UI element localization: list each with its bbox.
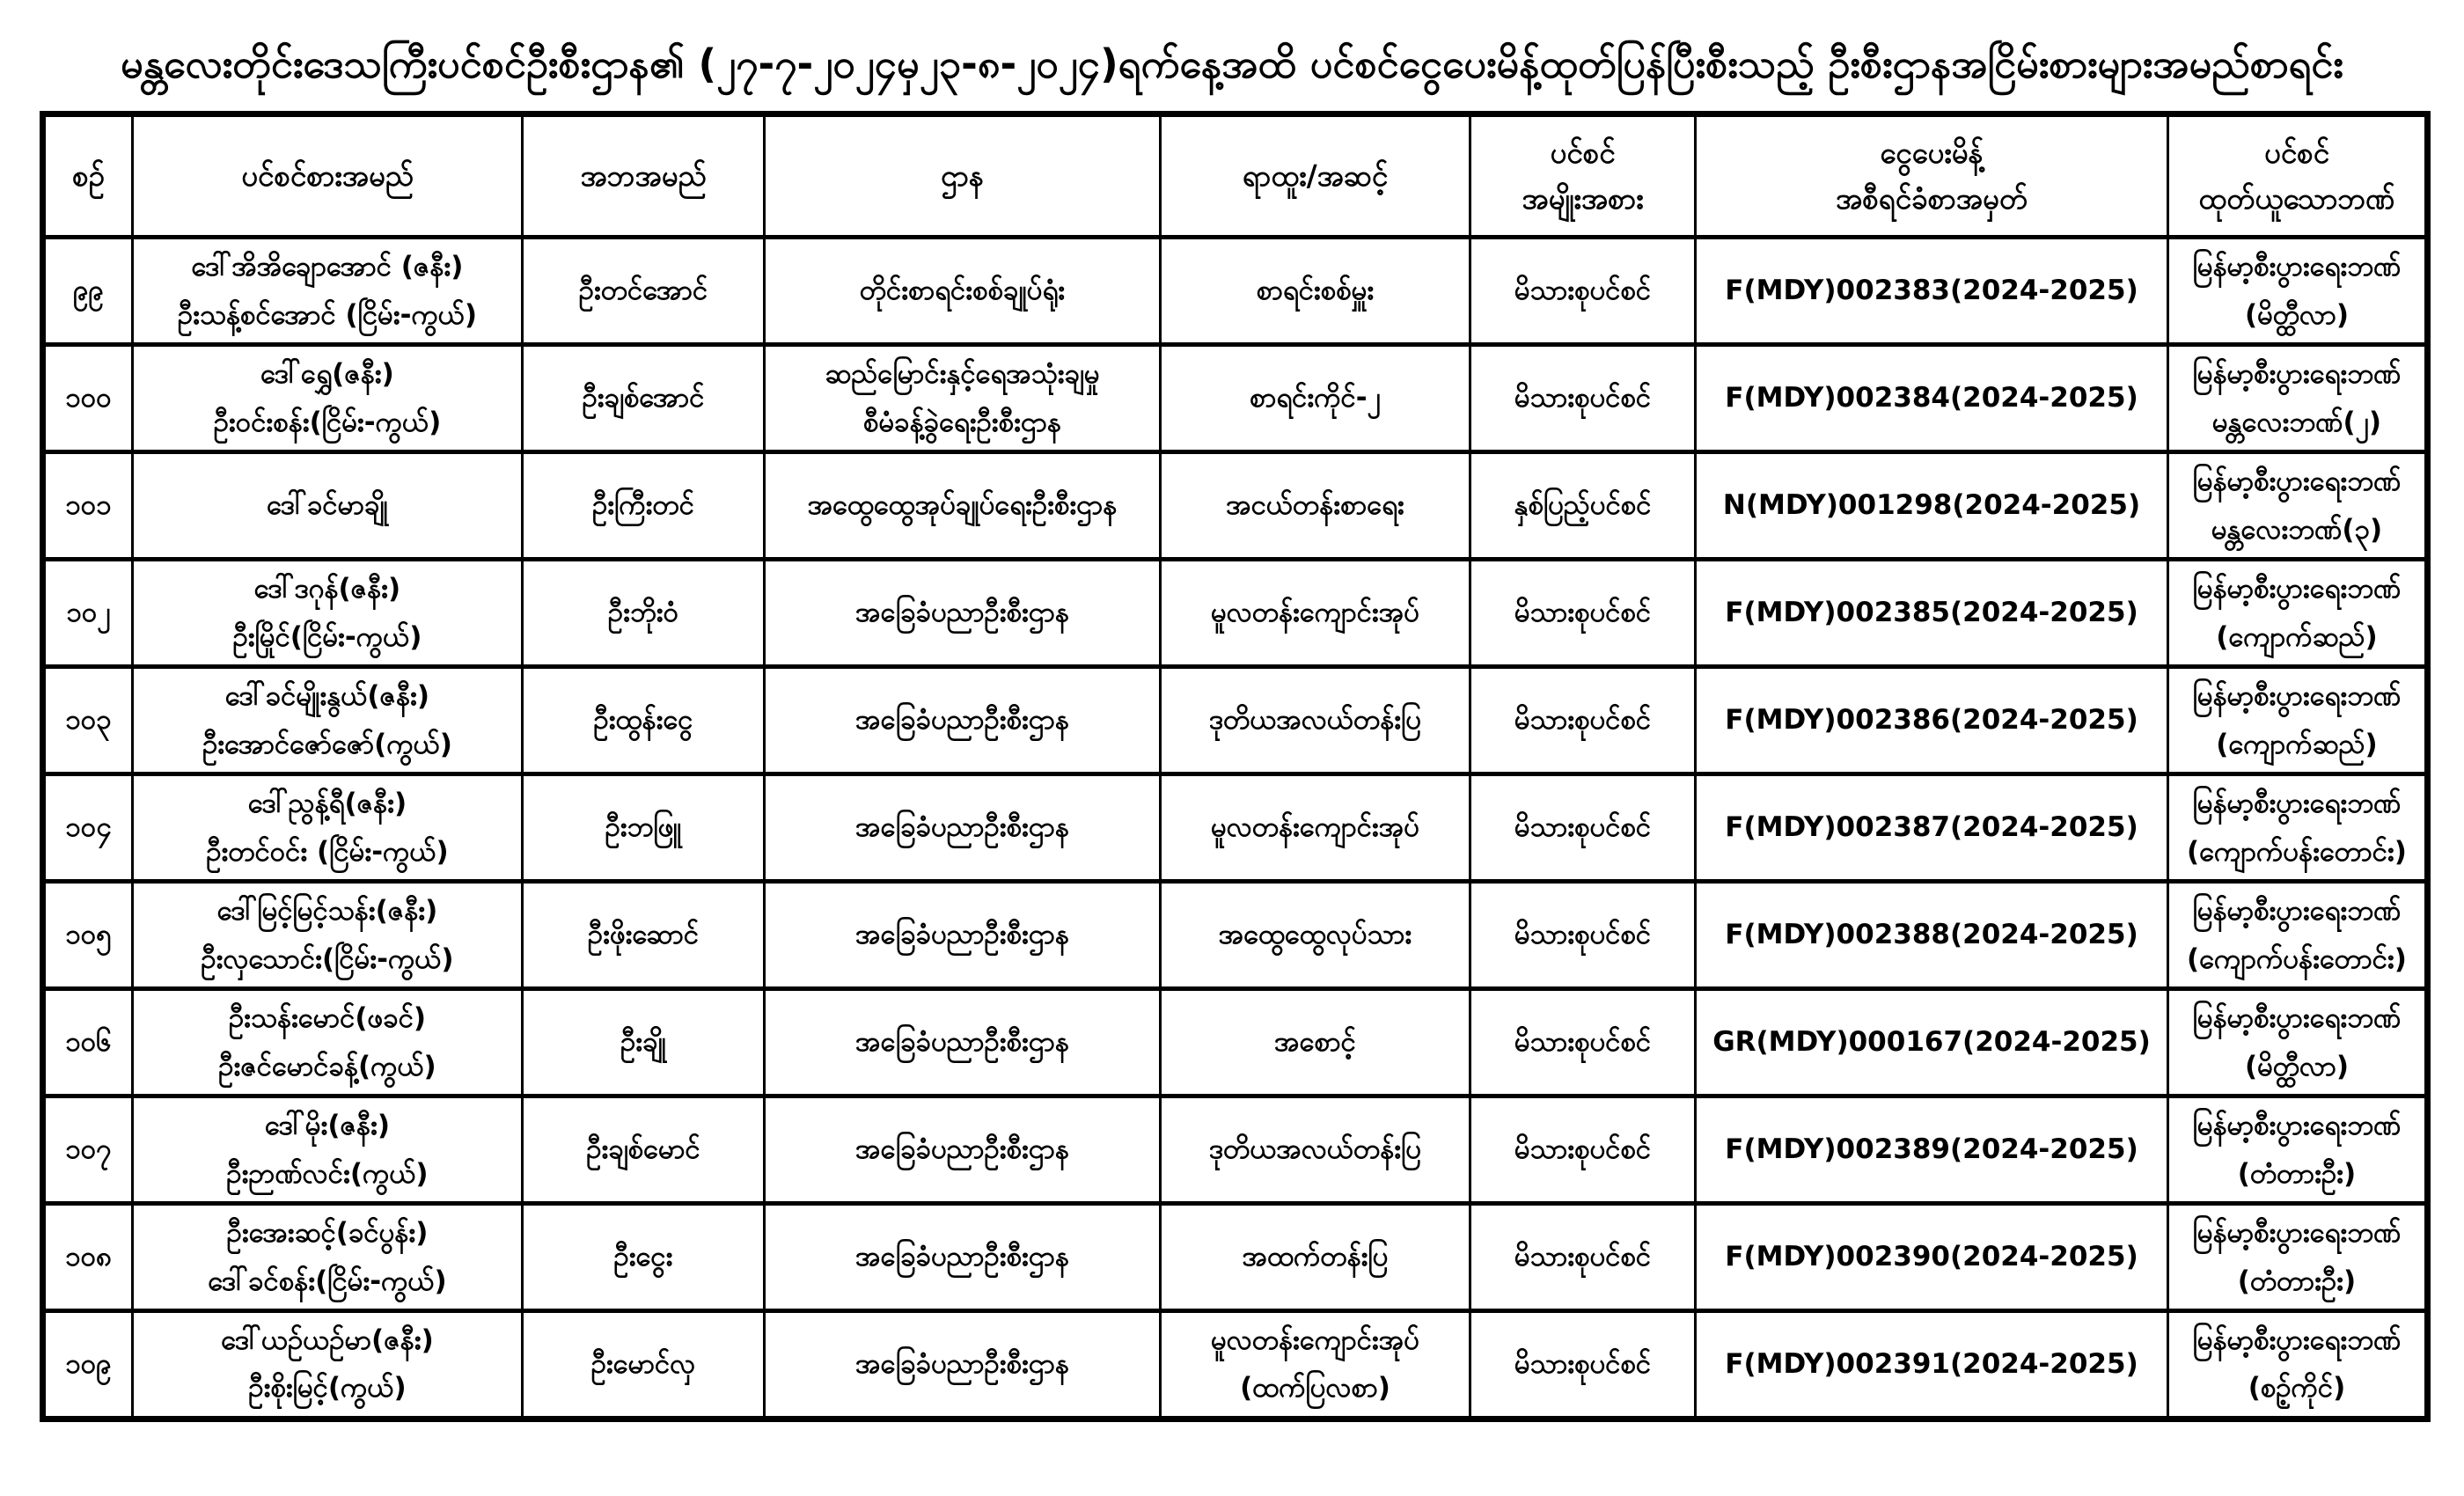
father-name-cell	[523, 1204, 765, 1311]
pension-type-cell	[1470, 667, 1696, 774]
serial-cell-line: ၁၀၆	[65, 1026, 112, 1059]
position-cell	[1161, 1204, 1470, 1311]
bank-cell	[2168, 774, 2428, 882]
header-label: ရာထူး/အဆင့်	[1242, 158, 1389, 194]
department-cell-line: ဆည်မြောင်းနှင့်ရေအသုံးချမှု	[825, 358, 1100, 391]
department-cell	[765, 452, 1161, 560]
pensioner-name-cell-line: ဦးစိုးမြင့်(ကွယ်)	[248, 1372, 407, 1404]
department-cell-line: စီမံခန့်ခွဲရေးဦးစီးဌာန	[863, 406, 1061, 438]
payment-order-cell	[1696, 1311, 2168, 1419]
payment-order-cell-line: F(MDY)002384(2024-2025)	[1725, 382, 2138, 414]
table-row	[43, 1204, 2428, 1311]
serial-cell	[43, 882, 133, 989]
position-cell	[1161, 1096, 1470, 1204]
pension-type-cell	[1470, 1204, 1696, 1311]
bank-cell-line: မြန်မာ့စီးပွားရေးဘဏ်	[2192, 1217, 2402, 1250]
table-row	[43, 882, 2428, 989]
position-cell	[1161, 774, 1470, 882]
serial-cell-line: ၁၀၉	[65, 1348, 112, 1381]
pensioner-name-cell-line: ဦးတင်ဝင်း (ငြိမ်း-ကွယ်)	[206, 835, 449, 868]
pensioner-name-cell	[133, 774, 523, 882]
pensioner-name-cell	[133, 452, 523, 560]
department-cell-line: အခြေခံပညာဦးစီးဌာန	[855, 597, 1069, 629]
header-label: အမျိုးအစား	[1522, 181, 1644, 216]
serial-cell	[43, 238, 133, 345]
pensioner-name-cell-line: ဦးမြိုင်(ငြိမ်း-ကွယ်)	[232, 620, 422, 653]
payment-order-cell-line: F(MDY)002387(2024-2025)	[1725, 811, 2138, 844]
department-cell	[765, 1204, 1161, 1311]
col-header-father-name	[523, 114, 765, 238]
payment-order-cell-line: F(MDY)002383(2024-2025)	[1725, 275, 2138, 307]
pension-type-cell	[1470, 774, 1696, 882]
bank-cell	[2168, 1204, 2428, 1311]
pension-type-cell-line: မိသားစုပင်စင်	[1514, 1241, 1652, 1273]
position-cell	[1161, 560, 1470, 667]
pension-type-cell-line: မိသားစုပင်စင်	[1514, 382, 1652, 414]
father-name-cell-line: ဦးဘိုးဝံ	[607, 597, 679, 629]
page-title: မန္တလေးတိုင်းဒေသကြီးပင်စင်ဦးစီးဌာန၏ (၂၇-၇-၂၀၂၄မှ၂၃-၈-၂၀၂၄)ရက်နေ့အထိ ပင်စင်ငွေပေးမိန့်ထုတ်ပြန်ပြီးစီးသည့် ဦးစီးဌာနအငြိမ်းစားများအမည်စာရင်း	[121, 40, 2343, 87]
col-header-bank	[2168, 114, 2428, 238]
header-label: အစီရင်ခံစာအမှတ်	[1835, 181, 2028, 216]
bank-cell	[2168, 238, 2428, 345]
father-name-cell-line: ဦးငွေး	[613, 1241, 673, 1273]
bank-cell-line: (ကျောက်ဆည်)	[2216, 728, 2378, 760]
pensioner-name-cell	[133, 345, 523, 452]
father-name-cell-line: ဦးချို	[620, 1026, 666, 1059]
bank-cell-line: မြန်မာ့စီးပွားရေးဘဏ်	[2192, 788, 2402, 820]
serial-cell	[43, 560, 133, 667]
pensioner-name-cell-line: ဒေါ်မိုး(ဇနီး)	[264, 1110, 391, 1142]
table-row	[43, 774, 2428, 882]
pensioner-name-cell	[133, 238, 523, 345]
table-row	[43, 452, 2428, 560]
serial-cell	[43, 345, 133, 452]
col-header-position	[1161, 114, 1470, 238]
father-name-cell-line: ဦးဘဖြူ	[605, 811, 682, 844]
payment-order-cell	[1696, 989, 2168, 1096]
department-cell	[765, 989, 1161, 1096]
serial-cell-line: ၁၀၅	[65, 919, 112, 951]
pensioner-name-cell-line: ဒေါ်အိအိချောအောင် (ဇနီး)	[191, 251, 464, 283]
col-header-pensioner-name	[133, 114, 523, 238]
table-row	[43, 1311, 2428, 1419]
position-cell	[1161, 452, 1470, 560]
pensioner-name-cell-line: ဦးဇင်မောင်ခန့်(ကွယ်)	[218, 1050, 436, 1082]
pension-type-cell-line: မိသားစုပင်စင်	[1514, 919, 1652, 951]
bank-cell	[2168, 345, 2428, 452]
position-cell	[1161, 882, 1470, 989]
pensioner-name-cell	[133, 989, 523, 1096]
bank-cell	[2168, 1311, 2428, 1419]
pensioner-name-cell-line: ဦးအောင်ဇော်ဇော်(ကွယ်)	[202, 728, 452, 760]
bank-cell-line: မြန်မာ့စီးပွားရေးဘဏ်	[2192, 680, 2402, 713]
pensioner-name-cell-line: ဒေါ်ခင်စန်း(ငြိမ်း-ကွယ်)	[208, 1265, 447, 1297]
department-cell-line: အခြေခံပညာဦးစီးဌာန	[855, 919, 1069, 951]
bank-cell	[2168, 989, 2428, 1096]
payment-order-cell	[1696, 667, 2168, 774]
pensioner-name-cell-line: ဦးလှသောင်း(ငြိမ်း-ကွယ်)	[201, 942, 454, 975]
payment-order-cell	[1696, 238, 2168, 345]
position-cell	[1161, 1311, 1470, 1419]
father-name-cell	[523, 560, 765, 667]
pension-type-cell-line: မိသားစုပင်စင်	[1514, 1133, 1652, 1166]
bank-cell	[2168, 667, 2428, 774]
father-name-cell	[523, 667, 765, 774]
position-cell-line: ဒုတိယအလယ်တန်းပြ	[1208, 704, 1422, 737]
department-cell	[765, 560, 1161, 667]
pension-type-cell-line: မိသားစုပင်စင်	[1514, 1348, 1652, 1381]
pensioner-name-cell-line: ဒေါ်မြင့်မြင့်သန်း(ဇနီး)	[216, 895, 438, 928]
pension-type-cell-line: မိသားစုပင်စင်	[1514, 811, 1652, 844]
col-header-serial	[43, 114, 133, 238]
pensioner-name-cell	[133, 882, 523, 989]
serial-cell	[43, 1204, 133, 1311]
payment-order-cell	[1696, 882, 2168, 989]
bank-cell-line: (မိတ္ထီလာ)	[2244, 1050, 2350, 1082]
father-name-cell-line: ဦးချစ်အောင်	[582, 382, 705, 414]
father-name-cell-line: ဦးချစ်မောင်	[586, 1133, 700, 1166]
serial-cell	[43, 989, 133, 1096]
header-label: ထုတ်ယူသောဘဏ်	[2198, 181, 2395, 216]
department-cell-line: အခြေခံပညာဦးစီးဌာန	[855, 1133, 1069, 1166]
payment-order-cell-line: F(MDY)002385(2024-2025)	[1725, 597, 2138, 629]
payment-order-cell	[1696, 774, 2168, 882]
serial-cell	[43, 1311, 133, 1419]
position-cell-line: စာရင်းကိုင်-၂	[1250, 382, 1381, 414]
pensioner-name-cell	[133, 1311, 523, 1419]
position-cell	[1161, 989, 1470, 1096]
pensioner-name-cell-line: ဦးသန့်စင်အောင် (ငြိမ်း-ကွယ်)	[177, 298, 478, 331]
payment-order-cell	[1696, 560, 2168, 667]
serial-cell-line: ၁၀၂	[66, 597, 111, 629]
pensioner-name-cell-line: ဒေါ်ဒဂုန်(ဇနီး)	[253, 573, 401, 605]
pension-type-cell	[1470, 238, 1696, 345]
payment-order-cell	[1696, 1096, 2168, 1204]
serial-cell-line: ၁၀၀	[65, 382, 112, 414]
department-cell-line: အခြေခံပညာဦးစီးဌာန	[855, 1241, 1069, 1273]
bank-cell-line: (မိတ္ထီလာ)	[2244, 298, 2350, 331]
father-name-cell-line: ဦးမောင်လှ	[590, 1348, 696, 1381]
table-header	[43, 114, 2428, 238]
serial-cell	[43, 452, 133, 560]
table-row	[43, 345, 2428, 452]
serial-cell-line: ၁၀၃	[65, 704, 112, 737]
pension-type-cell	[1470, 345, 1696, 452]
father-name-cell	[523, 989, 765, 1096]
department-cell	[765, 667, 1161, 774]
serial-cell-line: ၁၀၈	[65, 1241, 112, 1273]
bank-cell-line: မန္တလေးဘဏ်(၃)	[2211, 513, 2383, 546]
pensioner-name-cell	[133, 1096, 523, 1204]
position-cell	[1161, 667, 1470, 774]
pension-type-cell-line: မိသားစုပင်စင်	[1514, 275, 1652, 307]
department-cell	[765, 238, 1161, 345]
pension-type-cell	[1470, 560, 1696, 667]
department-cell	[765, 774, 1161, 882]
department-cell-line: အထွေထွေအုပ်ချုပ်ရေးဦးစီးဌာန	[807, 489, 1118, 522]
bank-cell-line: (စဉ့်ကိုင်)	[2248, 1372, 2346, 1404]
department-cell	[765, 882, 1161, 989]
department-cell-line: အခြေခံပညာဦးစီးဌာန	[855, 704, 1069, 737]
father-name-cell	[523, 1096, 765, 1204]
table-row	[43, 1096, 2428, 1204]
serial-cell	[43, 667, 133, 774]
bank-cell-line: (ကျောက်ပန်းတောင်း)	[2187, 835, 2407, 868]
position-cell-line: ဒုတိယအလယ်တန်းပြ	[1208, 1133, 1422, 1166]
serial-cell-line: ၁၀၄	[65, 811, 112, 844]
payment-order-cell-line: F(MDY)002390(2024-2025)	[1725, 1241, 2138, 1273]
position-cell-line: (ထက်ပြလစာ)	[1240, 1372, 1390, 1404]
pension-type-cell-line: နှစ်ပြည့်ပင်စင်	[1514, 489, 1652, 522]
header-label: ပင်စင်	[1550, 136, 1616, 171]
header-label: အဘအမည်	[580, 158, 707, 194]
pensioner-name-cell-line: ဦးဝင်းစန်း(ငြိမ်း-ကွယ်)	[213, 406, 442, 438]
father-name-cell	[523, 882, 765, 989]
pension-type-cell	[1470, 452, 1696, 560]
col-header-department	[765, 114, 1161, 238]
bank-cell-line: မြန်မာ့စီးပွားရေးဘဏ်	[2192, 358, 2402, 391]
bank-cell-line: (ကျောက်ပန်းတောင်း)	[2187, 942, 2407, 975]
pensioner-name-cell	[133, 560, 523, 667]
department-cell	[765, 345, 1161, 452]
pension-type-cell	[1470, 989, 1696, 1096]
department-cell-line: အခြေခံပညာဦးစီးဌာန	[855, 1348, 1069, 1381]
position-cell-line: အငယ်တန်းစာရေး	[1226, 489, 1404, 522]
payment-order-cell	[1696, 1204, 2168, 1311]
pensioner-name-cell-line: ဒေါ်ယဉ်ယဉ်မာ(ဇနီး)	[221, 1324, 434, 1356]
father-name-cell	[523, 345, 765, 452]
bank-cell	[2168, 1096, 2428, 1204]
father-name-cell	[523, 774, 765, 882]
pension-type-cell-line: မိသားစုပင်စင်	[1514, 704, 1652, 737]
pensioner-name-cell	[133, 1204, 523, 1311]
serial-cell	[43, 774, 133, 882]
payment-order-cell-line: F(MDY)002386(2024-2025)	[1725, 704, 2138, 737]
bank-cell-line: မြန်မာ့စီးပွားရေးဘဏ်	[2192, 251, 2402, 283]
pensioner-name-cell-line: ဒေါ်ခင်မာချို	[267, 489, 388, 522]
pensioner-name-cell-line: ဦးအေးဆင့်(ခင်ပွန်း)	[226, 1217, 429, 1250]
header-label: ဌာန	[941, 158, 984, 194]
position-cell-line: စာရင်းစစ်မှူး	[1256, 275, 1375, 307]
table-row	[43, 667, 2428, 774]
pensioner-name-cell-line: ဦးသန်းမောင်(ဖခင်)	[228, 1002, 427, 1035]
bank-cell-line: မြန်မာ့စီးပွားရေးဘဏ်	[2192, 466, 2402, 498]
position-cell-line: မူလတန်းကျောင်းအုပ်	[1211, 811, 1419, 844]
position-cell-line: အစောင့်	[1274, 1026, 1356, 1059]
pension-type-cell	[1470, 1311, 1696, 1419]
header-label: စဉ်	[72, 158, 105, 194]
serial-cell-line: ၉၉	[73, 275, 104, 307]
pension-type-cell	[1470, 882, 1696, 989]
table-row	[43, 989, 2428, 1096]
bank-cell	[2168, 452, 2428, 560]
position-cell	[1161, 238, 1470, 345]
father-name-cell-line: ဦးထွန်းငွေ	[593, 704, 693, 737]
father-name-cell	[523, 238, 765, 345]
pensioner-name-cell-line: ဒေါ်ခင်မျိုးနွယ်(ဇနီး)	[224, 680, 430, 713]
bank-cell-line: မန္တလေးဘဏ်(၂)	[2211, 406, 2382, 438]
payment-order-cell	[1696, 345, 2168, 452]
header-label: ပင်စင်စားအမည်	[241, 158, 414, 194]
serial-cell-line: ၁၀၁	[65, 489, 112, 522]
position-cell-line: မူလတန်းကျောင်းအုပ်	[1211, 597, 1419, 629]
payment-order-cell-line: F(MDY)002391(2024-2025)	[1725, 1348, 2138, 1381]
pensioner-name-cell-line: ဒေါ်ရွှေ(ဇနီး)	[260, 358, 394, 391]
bank-cell-line: မြန်မာ့စီးပွားရေးဘဏ်	[2192, 573, 2402, 605]
father-name-cell	[523, 452, 765, 560]
position-cell-line: အထွေထွေလုပ်သား	[1218, 919, 1412, 951]
department-cell	[765, 1096, 1161, 1204]
bank-cell-line: မြန်မာ့စီးပွားရေးဘဏ်	[2192, 1110, 2402, 1142]
header-label: ငွေပေးမိန့်	[1880, 136, 1984, 171]
table-row	[43, 238, 2428, 345]
bank-cell-line: (တံတားဦး)	[2237, 1157, 2357, 1190]
pensioner-name-cell-line: ဦးဉာဏ်လင်း(ကွယ်)	[226, 1157, 429, 1190]
father-name-cell-line: ဦးတင်အောင်	[578, 275, 708, 307]
payment-order-cell-line: GR(MDY)000167(2024-2025)	[1712, 1026, 2151, 1059]
bank-cell	[2168, 560, 2428, 667]
bank-cell-line: မြန်မာ့စီးပွားရေးဘဏ်	[2192, 1324, 2402, 1356]
pensioner-name-cell	[133, 667, 523, 774]
payment-order-cell-line: N(MDY)001298(2024-2025)	[1722, 489, 2141, 522]
serial-cell-line: ၁၀၇	[65, 1133, 112, 1166]
department-cell	[765, 1311, 1161, 1419]
pension-type-cell	[1470, 1096, 1696, 1204]
pensioner-name-cell-line: ဒေါ်ညွန့်ရီ(ဇနီး)	[247, 788, 407, 820]
father-name-cell	[523, 1311, 765, 1419]
department-cell-line: အခြေခံပညာဦးစီးဌာန	[855, 1026, 1069, 1059]
col-header-pension-type	[1470, 114, 1696, 238]
position-cell-line: မူလတန်းကျောင်းအုပ်	[1211, 1324, 1419, 1356]
col-header-payment-order	[1696, 114, 2168, 238]
payment-order-cell-line: F(MDY)002389(2024-2025)	[1725, 1133, 2138, 1166]
serial-cell	[43, 1096, 133, 1204]
position-cell	[1161, 345, 1470, 452]
header-row	[43, 114, 2428, 238]
payment-order-cell-line: F(MDY)002388(2024-2025)	[1725, 919, 2138, 951]
position-cell-line: အထက်တန်းပြ	[1242, 1241, 1389, 1273]
department-cell-line: အခြေခံပညာဦးစီးဌာန	[855, 811, 1069, 844]
payment-order-cell	[1696, 452, 2168, 560]
bank-cell-line: မြန်မာ့စီးပွားရေးဘဏ်	[2192, 895, 2402, 928]
father-name-cell-line: ဦးဖိုးဆောင်	[587, 919, 700, 951]
bank-cell-line: (ကျောက်ဆည်)	[2216, 620, 2378, 653]
pensioners-table	[40, 111, 2431, 1422]
bank-cell-line: မြန်မာ့စီးပွားရေးဘဏ်	[2192, 1002, 2402, 1035]
header-label: ပင်စင်	[2264, 136, 2329, 171]
father-name-cell-line: ဦးကြီးတင်	[592, 489, 694, 522]
department-cell-line: တိုင်းစာရင်းစစ်ချုပ်ရုံး	[859, 275, 1066, 307]
bank-cell	[2168, 882, 2428, 989]
table-body	[43, 238, 2428, 1419]
pension-type-cell-line: မိသားစုပင်စင်	[1514, 1026, 1652, 1059]
bank-cell-line: (တံတားဦး)	[2237, 1265, 2357, 1297]
pension-type-cell-line: မိသားစုပင်စင်	[1514, 597, 1652, 629]
table-row	[43, 560, 2428, 667]
